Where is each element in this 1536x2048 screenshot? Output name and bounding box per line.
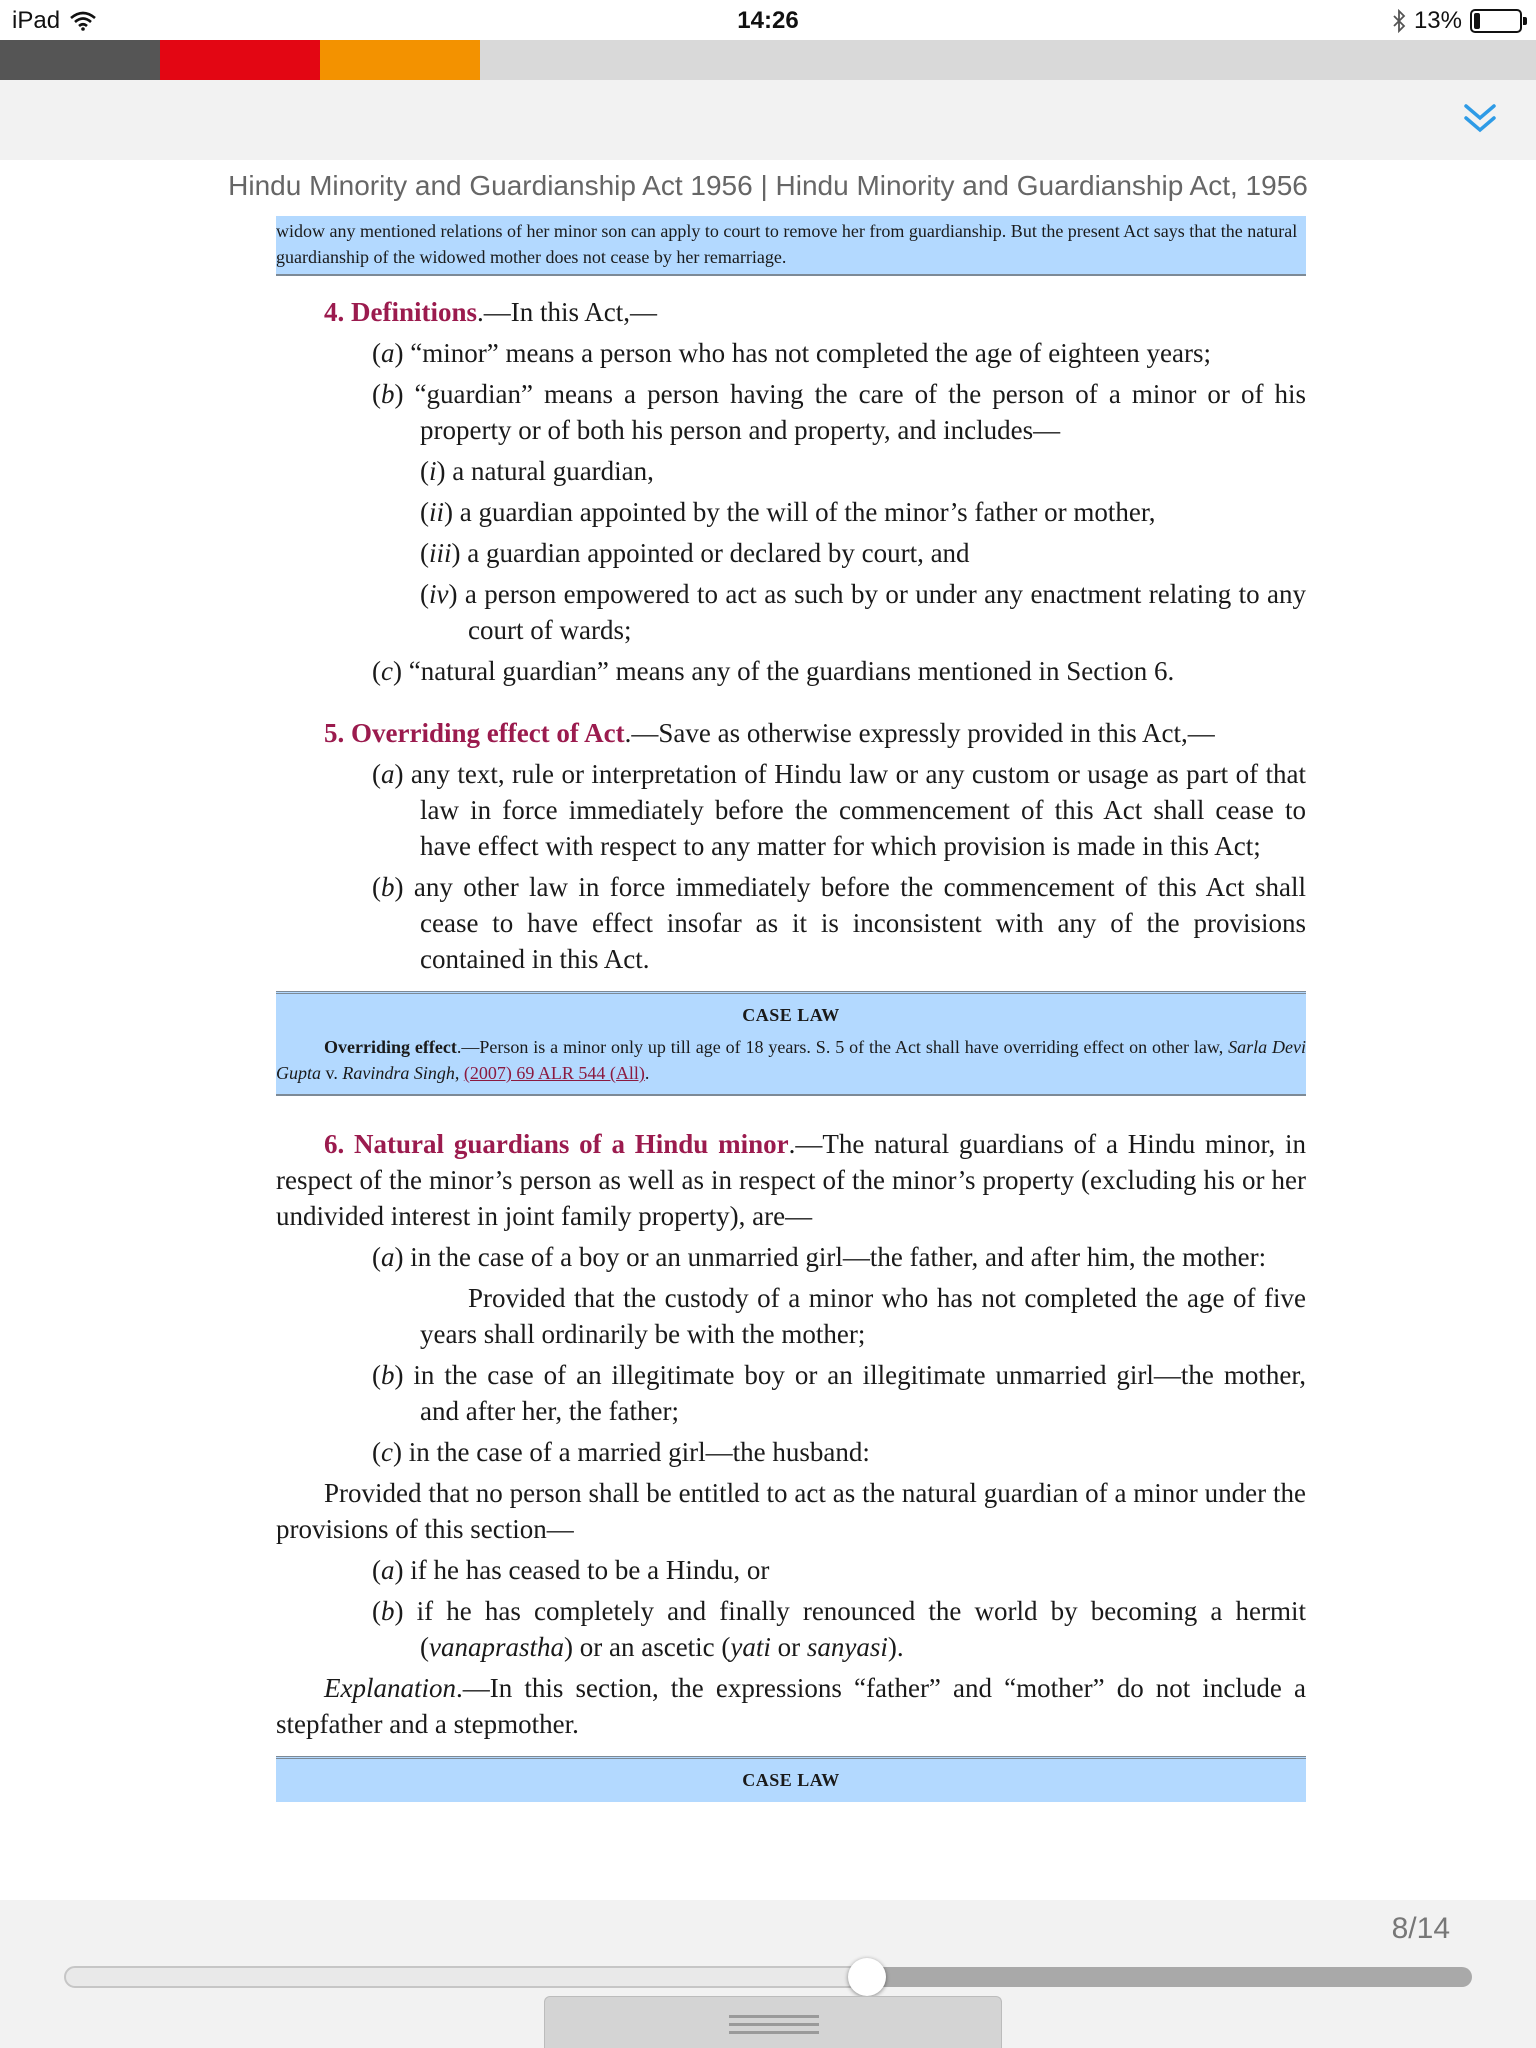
section-6 [276, 1126, 1306, 1742]
slider-track-remaining [867, 1967, 1472, 1987]
status-time: 14:26 [737, 7, 799, 34]
clause-6a: (a) in the case of a boy or an unmarried girl—the father, and after him, the mother: [372, 1242, 1267, 1272]
citation-link[interactable]: (2007) 69 ALR 544 (All) [463, 1063, 645, 1083]
clause-4b-i: (i) a natural guardian, [420, 456, 654, 486]
drawer-handle[interactable] [544, 1996, 1002, 2048]
case-law-box [276, 991, 1306, 1096]
tab-orange[interactable] [320, 40, 480, 80]
clause-4b-iv: (iv) a person empowered to act as such by or under any enactment relating to any court of wards; [420, 579, 1306, 645]
status-bar [0, 0, 1536, 40]
slider-thumb[interactable] [848, 1958, 886, 1996]
grip-line [729, 2031, 819, 2034]
clause-4b-iii: (iii) a guardian appointed or declared by court, and [420, 538, 970, 568]
battery-percent: 13% [1413, 7, 1462, 34]
clause-6b: (b) in the case of an illegitimate boy or an illegitimate unmarried girl—the mother, and after her, the father; [372, 1360, 1306, 1426]
grip-line [729, 2015, 819, 2018]
document-page [276, 216, 1306, 1802]
section-6-explanation: Explanation.—In this section, the expressions “father” and “mother” do not include a stepfather and a stepmother. [276, 1673, 1306, 1739]
color-tab-strip [0, 40, 1536, 80]
bluetooth-icon [1392, 9, 1406, 33]
case-law-box-2 [276, 1756, 1306, 1802]
page-slider[interactable] [64, 1966, 1472, 1988]
clause-4b: (b) “guardian” means a person having the care of the person of a minor or of his property or of both his person and property, and includes— [372, 379, 1306, 445]
section-6-proviso: Provided that no person shall be entitled to act as the natural guardian of a minor under the provisions of this section— [276, 1478, 1306, 1544]
clause-6c: (c) in the case of a married girl—the husband: [372, 1437, 870, 1467]
toolbar [0, 80, 1536, 160]
section-6-heading: 6. Natural guardians of a Hindu minor.—The natural guardians of a Hindu minor, in respect of the minor’s person as well as in respect of the minor’s property (excluding his or her undivided interest in joint family property), are— [276, 1129, 1306, 1231]
clause-4c: (c) “natural guardian” means any of the guardians mentioned in Section 6. [372, 656, 1175, 686]
clause-5a: (a) any text, rule or interpretation of Hindu law or any custom or usage as part of that law in force immediately before the commencement of this Act shall cease to have effect with respect to any matter for which provision is made in this Act; [372, 759, 1306, 861]
document-title: Hindu Minority and Guardianship Act 1956 | Hindu Minority and Guardianship Act, 1956 [228, 170, 1308, 201]
section-5-heading: 5. Overriding effect of Act.—Save as otherwise expressly provided in this Act,— [324, 718, 1215, 748]
section-5 [276, 715, 1306, 977]
case-law-title-2: CASE LAW [742, 1770, 840, 1790]
clause-4b-ii: (ii) a guardian appointed by the will of the minor’s father or mother, [420, 497, 1156, 527]
note-box: widow any mentioned relations of her minor son can apply to court to remove her from guardianship. But the present Act says that the natural guardianship of the widowed mother does not cease by her remarriage. [276, 216, 1306, 276]
device-name: iPad [12, 7, 61, 34]
collapse-toolbar-button[interactable] [1452, 90, 1508, 146]
clause-5b: (b) any other law in force immediately before the commencement of this Act shall cease to have effect insofar as it is inconsistent with any of the provisions contained in this Act. [372, 872, 1306, 974]
slider-track-read [64, 1966, 871, 1988]
section-4-heading: 4. Definitions.—In this Act,— [324, 297, 658, 327]
tab-gray[interactable] [0, 40, 160, 80]
clause-6a-proviso: Provided that the custody of a minor who has not completed the age of five years shall ordinarily be with the mother; [420, 1283, 1306, 1349]
page-indicator: 8/14 [1391, 1912, 1450, 1945]
status-right [1392, 7, 1522, 35]
section-4 [276, 294, 1306, 689]
case-law-text: Overriding effect.—Person is a minor only up till age of 18 years. S. 5 of the Act shall have overriding effect on other law, Sarla Devi Gupta v. Ravindra Singh, (2007) 69 ALR 544 (All). [276, 1037, 1307, 1083]
clause-4a: (a) “minor” means a person who has not completed the age of eighteen years; [372, 338, 1211, 368]
tab-red[interactable] [160, 40, 320, 80]
proviso-clause-a: (a) if he has ceased to be a Hindu, or [372, 1555, 770, 1585]
proviso-clause-b: (b) if he has completely and finally renounced the world by becoming a hermit (vanaprastha) or an ascetic (yati or sanyasi). [372, 1596, 1306, 1662]
battery-icon [1470, 9, 1522, 33]
double-chevron-down-icon [1460, 100, 1500, 136]
case-law-title: CASE LAW [742, 1005, 840, 1025]
grip-line [729, 2023, 819, 2026]
